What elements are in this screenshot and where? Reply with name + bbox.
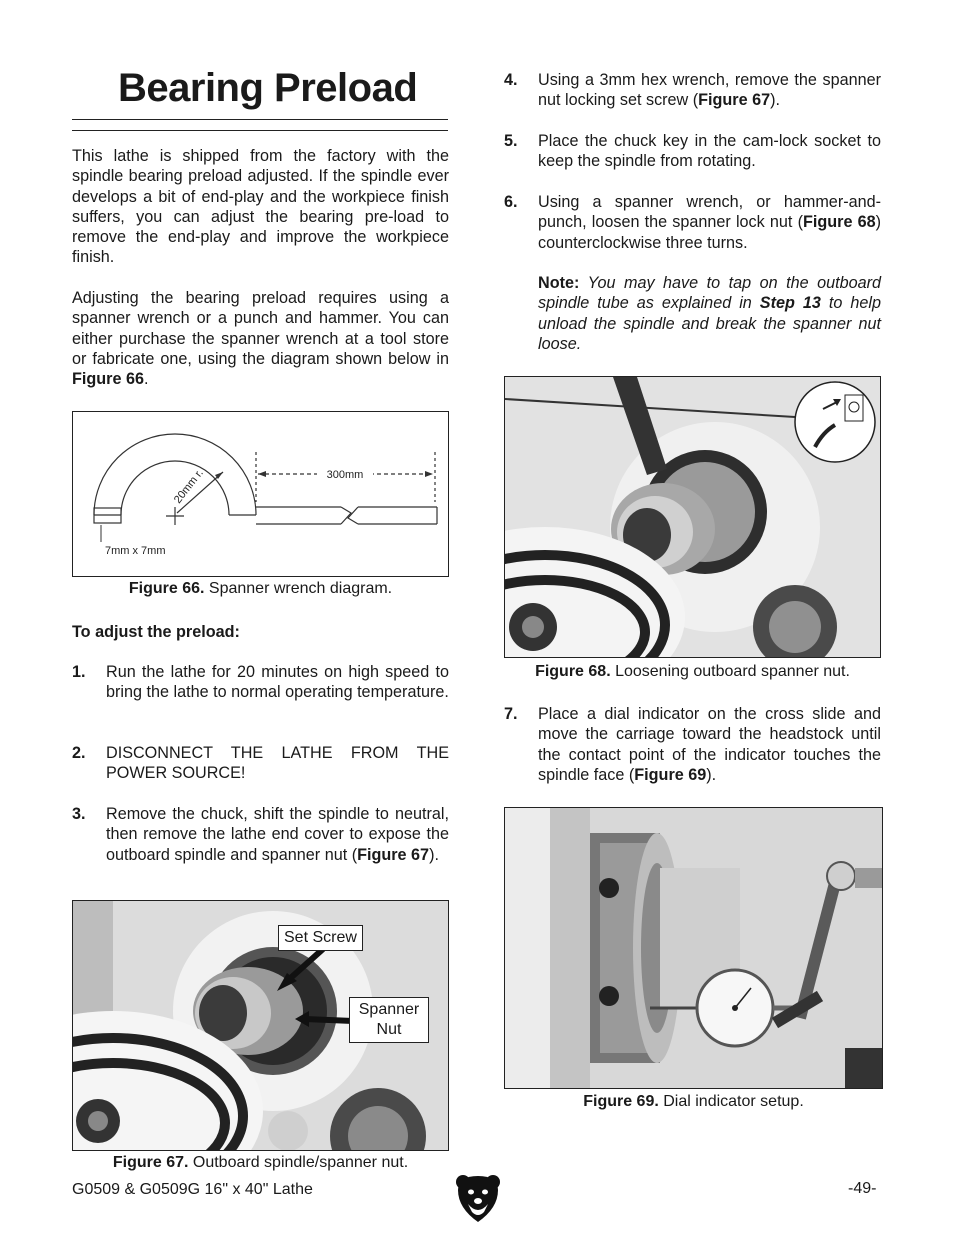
dim-length-label: 300mm [326, 469, 364, 481]
figure-69-caption: Figure 69. Dial indicator setup. [583, 1093, 804, 1110]
note: Note: You may have to tap on the outboard spindle tube as explained in Step 13 to help unload the spindle and break the spanner nut loose. [538, 274, 881, 353]
step-text: Using a spanner wrench, or hammer-and-punch, loosen the spanner lock nut (Figure 68) counterclockwise three turns. [538, 193, 882, 252]
dim-square-label: 7mm x 7mm [105, 545, 166, 557]
step-2 [72, 743, 449, 784]
step-5 [504, 131, 881, 172]
step-number: 7. [504, 705, 518, 723]
title-rule-bottom [72, 130, 448, 131]
figure-67-photo [72, 900, 449, 1151]
step-text: DISCONNECT THE LATHE FROM THE POWER SOURCE! [106, 744, 449, 783]
step-1 [72, 662, 449, 703]
callout-spanner-nut: Spanner Nut [349, 997, 429, 1043]
figure-68-photo [504, 376, 881, 658]
spanner-nut-loosening-photo [505, 377, 880, 657]
footer-model: G0509 & G0509G 16" x 40" Lathe [72, 1181, 313, 1198]
step-text: Remove the chuck, shift the spindle to neutral, then remove the lathe end cover to expose the outboard spindle and spanner nut (Figure 67). [106, 805, 449, 864]
step-3 [72, 804, 449, 865]
step-6 [504, 192, 881, 253]
step-text: Place the chuck key in the cam-lock socket to keep the spindle from rotating. [538, 132, 881, 171]
step-text: Place a dial indicator on the cross slide and move the carriage toward the headstock until the contact point of the indicator touches the spindle face (Figure 69). [538, 705, 881, 784]
figure-68-caption: Figure 68. Loosening outboard spanner nut. [535, 663, 850, 680]
title-rule-top [72, 119, 448, 120]
step-number: 2. [72, 744, 86, 762]
figure-67-caption: Figure 67. Outboard spindle/spanner nut. [112, 1154, 409, 1171]
step-text: Using a 3mm hex wrench, remove the spanner nut locking set screw (Figure 67). [538, 71, 881, 110]
page-title: Bearing Preload [118, 66, 418, 110]
page-number: -49- [848, 1180, 877, 1197]
intro-paragraph-1: This lathe is shipped from the factory with the spindle bearing preload adjusted. If the spindle ever develops a bit of end-play and the workpiece finish suffers, you can adjust the bearing pre-load to remove the end-play and improve the workpiece finish. [72, 147, 449, 267]
step-number: 4. [504, 71, 518, 89]
step-number: 1. [72, 663, 86, 681]
callout-set-screw: Set Screw [278, 925, 363, 951]
note-label: Note: [538, 274, 580, 292]
step-4 [504, 70, 881, 111]
step-number: 3. [72, 805, 86, 823]
bear-head-icon [454, 1172, 502, 1224]
procedure-heading: To adjust the preload: [72, 623, 240, 641]
dim-radius-label: 20mm r. [171, 467, 206, 506]
step-number: 5. [504, 132, 518, 150]
intro-paragraph-2: Adjusting the bearing preload requires using a spanner wrench or a punch and hammer. You can either purchase the spanner wrench at a tool store or fabricate one, using the diagram shown below in Figure 66. [72, 289, 449, 389]
step-number: 6. [504, 193, 518, 211]
step-text: Run the lathe for 20 minutes on high speed to bring the lathe to normal operating temperature. [106, 663, 449, 702]
dial-indicator-photo [505, 808, 882, 1088]
spanner-wrench-diagram [73, 412, 448, 576]
step-7 [504, 704, 881, 785]
figure-66-caption: Figure 66. Spanner wrench diagram. [128, 580, 393, 597]
figure-69-photo [504, 807, 883, 1089]
figure-66-diagram [72, 411, 449, 577]
